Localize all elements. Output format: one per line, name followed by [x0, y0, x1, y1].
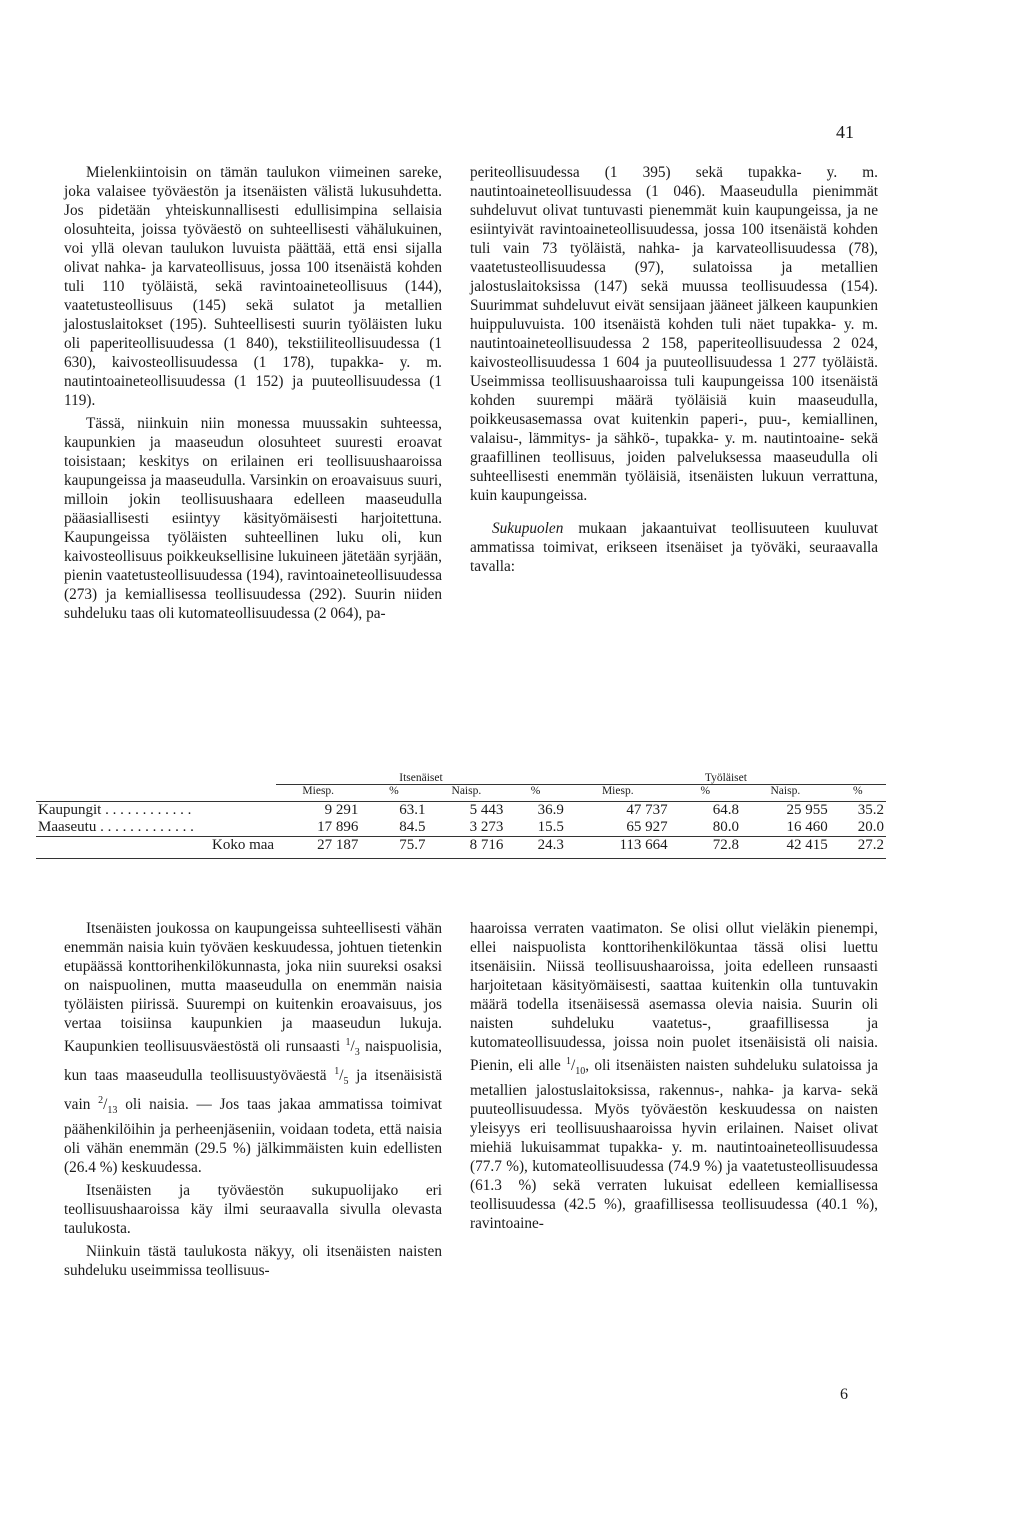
table-cell: 75.7 — [360, 837, 427, 855]
table-cell: 64.8 — [712, 802, 740, 818]
page-number: 41 — [836, 122, 854, 142]
row-label: Kaupungit — [38, 802, 102, 818]
fraction-denominator: 10 — [575, 1066, 586, 1078]
table-cell: 65 927 — [626, 819, 668, 835]
fraction-denominator: 3 — [354, 1047, 360, 1059]
row-label: Maaseutu — [38, 819, 97, 835]
table-cell: 24.3 — [505, 837, 566, 855]
paragraph: Niinkuin tästä taulukosta näkyy, oli itsenäisten naisten suhdeluku useimmissa teollisuus- — [64, 1243, 442, 1280]
table-row — [36, 802, 886, 820]
table-cell: 15.5 — [537, 819, 564, 835]
leader-dots: . . . . . . . . . . . . . — [96, 819, 194, 835]
table-cell: 113 664 — [566, 837, 670, 855]
paragraph-rest: mukaan jakaantuivat teollisuuteen kuuluvat ammatissa toimivat, erikseen itsenäiset ja työväki, seuraavalla tavalla: — [470, 520, 878, 575]
fraction-denominator: 5 — [343, 1076, 349, 1088]
text-column-top-left — [64, 163, 442, 627]
table-cell: 3 273 — [469, 819, 504, 835]
paragraph: periteollisuudessa (1 395) sekä tupakka- y. m. nautintoaineteollisuudessa (1 046). Maaseudulla pienimmät suhdeluvut olivat tuntuvasti pienemmät kuin kaupungeissa, ja ne esiintyivät ravintoaineteollisuudessa, jossa 100 itsenäistä kohden tuli vain 73 työläistä, nahka- ja karvateollisuudessa (78), vaatetusteollisuudessa (97), sulatoissa ja metallien jalostuslaitoksissa (147) sekä muussa teollisuudessa (154). Suurimmat suhdeluvut eivät sensijaan jääneet jälkeen kaupunkien huippuluvuista. 100 itsenäistä kohden tuli näet tupakka- y. m. nautintoaineteollisuudessa 2 158, paperiteollisuudessa 2 024, kaivosteollisuudessa 1 604 ja puuteollisuudessa 1 277 työläistä. Useimmissa teollisuushaaroissa tuli kaupungeissa 100 itsenäistä kohden suurempi määrä työläisiä kuin maaseudulla, poikkeusasemassa ovat kuitenkin paperi-, puu-, kemiallinen, valaisu-, lämmitys- ja sähkö-, tupakka- y. m. nautintoaine- sekä graafillinen teollisuus, joiden palveluksessa maaseudulla oli suhteellisesti enemmän työläisiä, itsenäisten lukuun verrattuna, kuin kaupungeissa. — [470, 164, 878, 504]
table-cell: 20.0 — [857, 819, 884, 835]
table-cell: 25 955 — [786, 802, 828, 818]
group-header-itsenaiset: Itsenäiset — [276, 772, 566, 785]
italic-term: Sukupuolen — [492, 520, 564, 537]
table-cell: 36.9 — [537, 802, 564, 818]
paragraph: Tässä, niinkuin niin monessa muussakin suhteessa, kaupunkien ja maaseudun olosuhteet suuresti eroavat toisistaan; keskitys on erilainen eri teollisuushaaroissa kaupungeissa ja maaseudulla. Varsinkin on eroavaisuus suuri, milloin jokin teollisuushaara edelleen maaseudulla pääasiallisesti esiintyy käsityömäisesti harjoitettuna. Kaupungeissa työläisten suhteellinen luku oli, kun kaivosteollisuus poikkeuksellisine lukuineen jätetään syrjään, pienin vaatetusteollisuudessa (194), ravintoaineteollisuudessa (273) ja kemiallisessa teollisuudessa (292). Suurin niiden suhdeluku taas oli kutomateollisuudessa (2 064), pa- — [64, 415, 442, 622]
text-column-bottom-right — [470, 919, 878, 1237]
text-run: oli naisia. — Jos taas jakaa ammatissa toimivat päähenkilöihin ja perheenjäseniin, voidaan todeta, että naisia oli vähän enemmän (29.5 %) jälkimmäisten kuin edellisten (26.4 %) keskuudessa. — [64, 1096, 442, 1177]
column-header: Naisp. — [770, 785, 801, 797]
column-header: % — [530, 785, 541, 797]
table-cell: 9 291 — [324, 802, 359, 818]
paragraph: Itsenäisten joukossa on kaupungeissa suhteellisesti vähän enemmän naisia kuin työväen keskuudessa, johtuen tietenkin etupäässä konttorihenkilökunnasta, joka niin suureksi osaksi on naispuolinen, mutta maaseudulla on enemmän naisia työläisten piirissä. Suurempi on kuitenkin eroavaisuus, jos vertaa toisiinsa kaupunkien ja maaseudun lukuja. Kaupunkien teollisuusväestöstä oli runsaasti $^1/_3$ naispuolisia, kun taas maaseudulla teollisuustyöväestä $^1/_5$ ja itsenäisistä vain $^2/_{13}$ oli naisia. — Jos taas jakaa ammatissa toimivat päähenkilöihin ja perheenjäseniin, voidaan todeta, että naisia oli vähän enemmän (29.5 %) jälkimmäisten kuin edellisten (26.4 %) keskuudessa. — [64, 920, 442, 1177]
column-header: % — [853, 785, 863, 797]
table-cell: 5 443 — [469, 802, 504, 818]
text-column-bottom-left — [64, 919, 442, 1284]
table-cell: 72.8 — [670, 837, 741, 855]
fraction-numerator: 1 — [345, 1037, 351, 1048]
table-cell: 27 187 — [276, 837, 360, 855]
text-run: , oli itsenäisten naisten suhdeluku sulatoissa ja metallien jalostuslaitoksissa, rakennus-, nahka- ja karva- sekä puuteollisuudessa. Myös työväestön keskuudessa on naisten yleisyys eri teollisuushaaroissa hyvin erilainen. Naiset olivat miehiä lukuisammat tupakka- y. m. nautintoaineteollisuudessa (77.7 %), kutomateollisuudessa (74.9 %) ja vaatetusteollisuudessa (61.3 %) sekä verraten lukuisat edelleen kemiallisessa teollisuudessa (42.5 %), graafillisessa teollisuudessa (40.1 %), ravintoaine- — [470, 1057, 878, 1233]
table-cell: 63.1 — [399, 802, 426, 818]
text-run: naispuolisia, kun taas maaseudulla teollisuustyöväestä — [64, 1038, 442, 1085]
group-header-tyolaiset: Työläiset — [566, 772, 886, 785]
table-cell: 42 415 — [741, 837, 830, 855]
table-cell: 47 737 — [626, 802, 668, 818]
text-run: haaroissa verraten vaatimaton. Se olisi ollut vieläkin pienempi, ellei naispuolista konttorihenkilökuntaa tässä olisi luettu itsenäisiin. Niissä teollisuushaaroissa, joita edelleen runsaasti harjoitetaan käsityömäisesti, saattaa kuitenkin olla tuntuvakin määrä todella itsenäisessä asemassa olevia naisia. Suurin oli naisten suhdeluku vaatetus-, graafillisessa ja kutomateollisuudessa, joissa noin puolet itsenäisistä oli naisia. Pienin, eli alle — [470, 920, 878, 1075]
fraction-numerator: 2 — [98, 1095, 104, 1107]
column-header: Naisp. — [451, 785, 482, 797]
fraction-numerator: 1 — [566, 1056, 572, 1067]
table-row — [36, 819, 886, 837]
column-header: % — [700, 785, 711, 797]
page-footer-signature: 6 — [840, 1386, 848, 1403]
text-run: Itsenäisten joukossa on kaupungeissa suhteellisesti vähän enemmän naisia kuin työväen keskuudessa, johtuen tietenkin etupäässä konttorihenkilökunnasta, joka niin suureksi osaksi on naispuolinen, mutta maaseudulla on enemmän naisia työläisten piirissä. Suurempi on kuitenkin eroavaisuus, jos vertaa toisiinsa kaupunkien ja maaseudun lukuja. Kaupunkien teollisuusväestöstä oli runsaasti — [64, 920, 442, 1056]
leader-dots: . . . . . . . . . . . . — [101, 802, 192, 818]
sex-distribution-table — [36, 772, 886, 859]
table-cell: 80.0 — [712, 819, 740, 835]
table-total-row — [36, 837, 886, 855]
column-header: Miesp. — [302, 785, 335, 797]
table-cell: 17 896 — [317, 819, 359, 835]
fraction-denominator: 13 — [107, 1105, 118, 1117]
row-label: Koko maa — [36, 837, 276, 855]
table-cell: 84.5 — [399, 819, 426, 835]
paragraph — [470, 519, 878, 576]
paragraph: Itsenäisten ja työväestön sukupuolijako eri teollisuushaaroissa käy ilmi seuraavalla sivulla olevasta taulukosta. — [64, 1182, 442, 1238]
table-cell: 27.2 — [830, 837, 886, 855]
paragraph: Mielenkiintoisin on tämän taulukon viimeinen sareke, joka valaisee työväestön ja itsenäisten välistä lukusuhdetta. Jos pidetään yhteiskunnallisesti edullisimpina sellaisia olosuhteita, joissa työväestö on suhteellisesti vähälukuinen, voi yllä olevan taulukon luvuista päättää, että ensi sijalla olivat nahka- ja karvateollisuus, jossa 100 itsenäistä kohden tuli 110 työläistä, sekä ravintoaineteollisuus (144), vaatetusteollisuus (145) sekä sulatot ja metallien jalostuslaitokset (195). Suhteellisesti suurin työläisten luku oli paperiteollisuudessa (1 840), tekstiiliteollisuudessa (1 630), kaivosteollisuudessa (1 178), tupakka- y. m. nautintoaineteollisuudessa (1 152) ja puuteollisuudessa (1 119). — [64, 164, 442, 409]
paragraph: haaroissa verraten vaatimaton. Se olisi ollut vieläkin pienempi, ellei naispuolista konttorihenkilökuntaa tässä olisi luettu itsenäisiin. Niissä teollisuushaaroissa, joita edelleen runsaasti harjoitetaan käsityömäisesti, saattaa kuitenkin olla tuntuvakin määrä todella itsenäisessä asemassa olevia naisia. Suurin oli naisten suhdeluku vaatetus-, graafillisessa ja kutomateollisuudessa, joissa noin puolet itsenäisistä oli naisia. Pienin, eli alle $^1/_{10}$, oli itsenäisten naisten suhdeluku sulatoissa ja metallien jalostuslaitoksissa, rakennus-, nahka- ja karva- sekä puuteollisuudessa. Myös työväestön keskuudessa on naisten yleisyys eri teollisuushaaroissa hyvin erilainen. Naiset olivat miehiä lukuisammat tupakka- y. m. nautintoaineteollisuudessa (77.7 %), kutomateollisuudessa (74.9 %) ja vaatetusteollisuudessa (61.3 %) sekä verraten lukuisat edelleen kemiallisessa teollisuudessa (42.5 %), graafillisessa teollisuudessa (40.1 %), ravintoaine- — [470, 920, 878, 1233]
column-header: % — [389, 785, 399, 797]
table-cell: 35.2 — [857, 802, 884, 818]
text-column-top-right — [470, 163, 878, 580]
fraction-numerator: 1 — [334, 1066, 340, 1078]
table-cell: 16 460 — [786, 819, 828, 835]
table-cell: 8 716 — [427, 837, 505, 855]
text-run: ja itsenäisistä vain — [64, 1067, 442, 1114]
column-header: Miesp. — [601, 785, 634, 797]
